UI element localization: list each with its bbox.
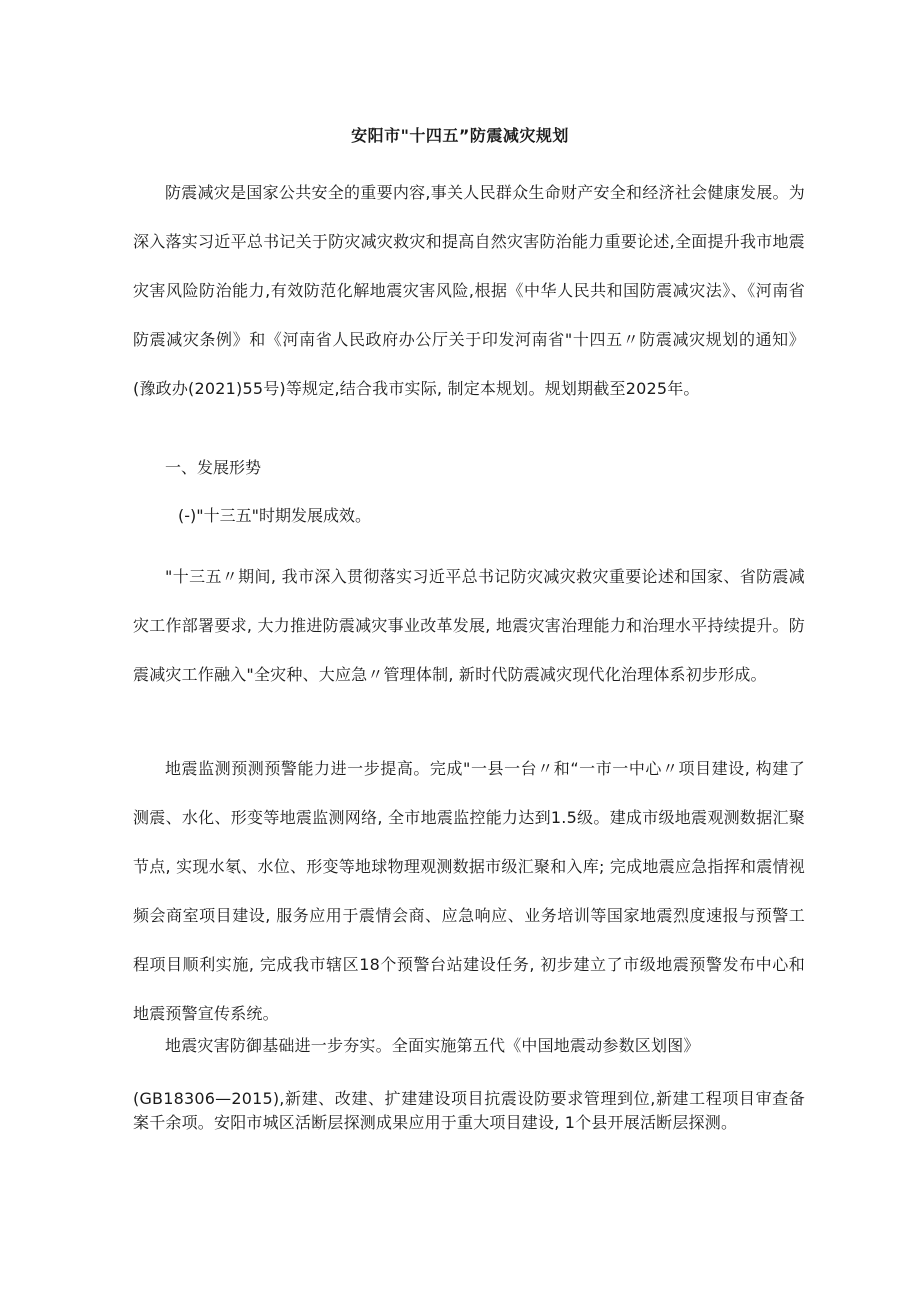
intro-paragraph: 防震减灾是国家公共安全的重要内容,事关人民群众生命财产安全和经济社会健康发展。为深入落实习近平总书记关于防灾减灾救灾和提高自然灾害防治能力重要论述,全面提升我市地震灾害风险防治能力,有效防范化解地震灾害风险,根据《中华人民共和国防震减灾法》、《河南省防震减灾条例》和《河南省人民政府办公厅关于印发河南省"十四五〃防震减灾规划的通知》(豫政办(2021)55号)等规定,结合我市实际, 制定本规划。规划期截至2025年。 (133, 183, 805, 398)
paragraph-13th-five-year-overview: "十三五〃期间, 我市深入贯彻落实习近平总书记防灾减灾救灾重要论述和国家、省防震减灾工作部署要求, 大力推进防震减灾事业改革发展, 地震灾害治理能力和治理水平持续提升。防震减灾工作融入"全灾种、大应急〃管理体制, 新时代防震减灾现代化治理体系初步形成。 (133, 567, 805, 684)
subsection-heading-13th-five-year: (-)"十三五"时期发展成效。 (178, 506, 371, 525)
paragraph-monitoring-capability: 地震监测预测预警能力进一步提高。完成"一县一台〃和“一市一中心〃项目建设, 构建了测震、水化、形变等地震监测网络, 全市地震监控能力达到1.5级。建成市级地震观测数据汇聚节点, 实现水氡、水位、形变等地球物理观测数据市级汇聚和入库; 完成地震应急指挥和震情视频会商室项目建设, 服务应用于震情会商、应急响应、业务培训等国家地震烈度速报与预警工程项目顺利实施, 完成我市辖区18个预警台站建设任务, 初步建立了市级地震预警发布中心和地震预警宣传系统。 (133, 759, 805, 1023)
document-title: 安阳市"十四五”防震减灾规划 (351, 126, 569, 145)
paragraph-disaster-defense-line-1: 地震灾害防御基础进一步夯实。全面实施第五代《中国地震动参数区划图》 (165, 1036, 700, 1055)
section-heading-development-situation: 一、发展形势 (165, 458, 262, 477)
paragraph-disaster-defense-continued: (GB18306—2015),新建、改建、扩建建设项目抗震设防要求管理到位,新建工程项目审查备案千余项。安阳市城区活断层探测成果应用于重大项目建设, 1个县开展活断层探测。 (133, 1089, 805, 1132)
